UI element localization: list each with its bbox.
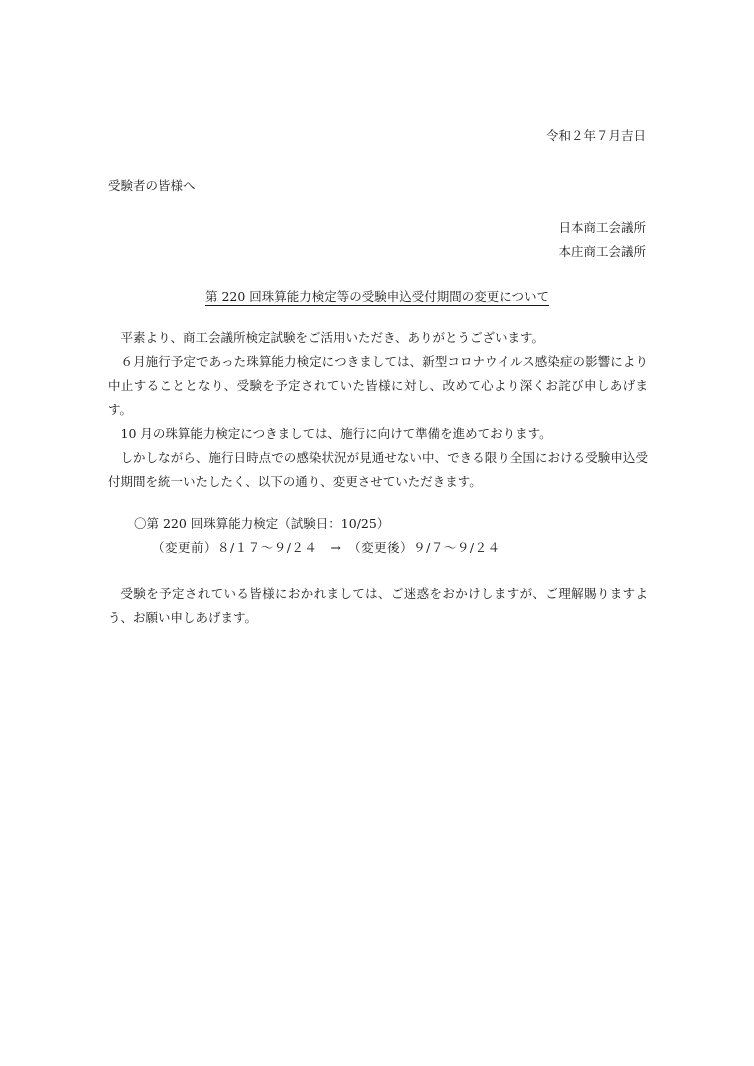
letter-date: 令和２年７月吉日 bbox=[545, 128, 646, 143]
paragraph-change-notice: しかしながら、施行日時点での感染状況が見通せない中、できる限り全国における受験申込受付期間を統一いたしたく、以下の通り、変更させていただきます。 bbox=[108, 450, 648, 489]
letter-title: 第 220 回珠算能力検定等の受験申込受付期間の変更について bbox=[204, 289, 550, 304]
paragraph-greeting: 平素より、商工会議所検定試験をご活用いただき、ありがとうございます。 bbox=[120, 330, 545, 345]
paragraph-cancellation: ６月施行予定であった珠算能力検定につきましては、新型コロナウイルス感染症の影響により中止することとなり、受験を予定されていた皆様に対し、改めて心より深くお詫び申しあげます。 bbox=[108, 354, 648, 417]
exam-heading: 〇第 220 回珠算能力検定（試験日：10/25） bbox=[134, 516, 390, 531]
letter-title-wrap bbox=[0, 289, 754, 305]
sender-name-2: 本庄商工会議所 bbox=[558, 244, 646, 259]
paragraph-closing: 受験を予定されている皆様におかれましては、ご迷惑をおかけしますが、ご理解賜りますよう、お願い申しあげます。 bbox=[108, 586, 648, 625]
letter-recipient: 受験者の皆様へ bbox=[108, 178, 196, 193]
paragraph-october-exam: 10 月の珠算能力検定につきましては、施行に向けて準備を進めております。 bbox=[120, 426, 552, 441]
exam-period-change: （変更前）８/１７～９/２４ → （変更後）９/７～９/２４ bbox=[152, 540, 501, 555]
sender-name-1: 日本商工会議所 bbox=[558, 220, 646, 235]
